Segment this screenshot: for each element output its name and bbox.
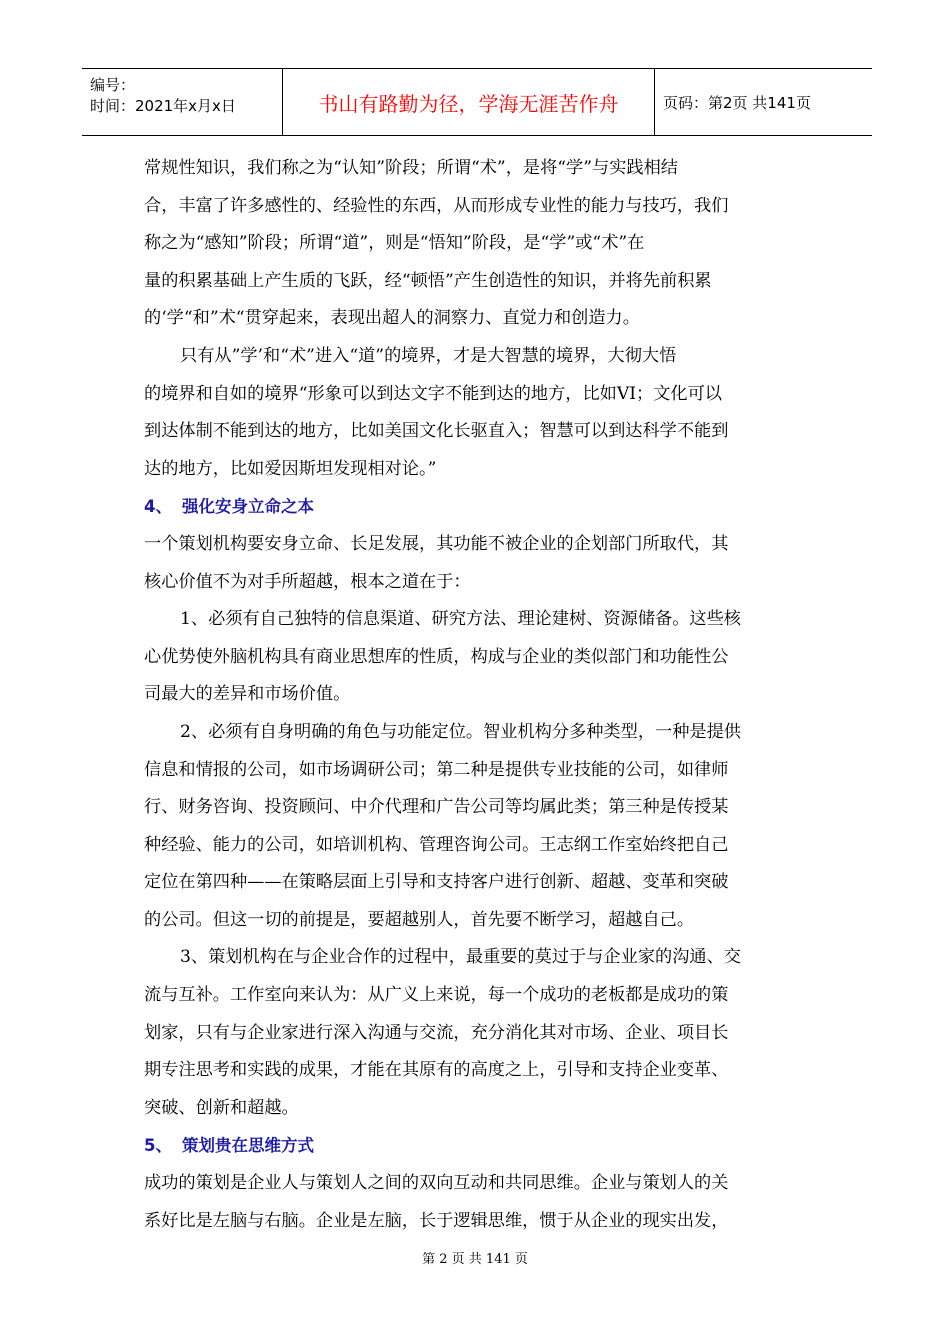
section-title: 策划贵在思维方式 [182, 1136, 314, 1156]
section-heading [144, 1127, 808, 1165]
body-text-line: 种经验、能力的公司，如培训机构、管理咨询公司。王志纲工作室始终把自己 [144, 834, 729, 855]
body-text-line: 量的积累基础上产生质的飞跃，经“顿悟”产生创造性的知识，并将先前积累 [144, 270, 712, 291]
body-text-line: 的公司。但这一切的前提是，要超越别人，首先要不断学习，超越自己。 [144, 909, 695, 930]
body-text-line: 到达体制不能到达的地方，比如美国文化长驱直入；智慧可以到达科学不能到 [144, 421, 729, 442]
body-text-line: 常规性知识，我们称之为“认知”阶段；所谓“术”，是将“学”与实践相结 [144, 158, 678, 178]
body-text-line: 期专注思考和实践的成果，才能在其原有的高度之上，引导和支持企业变革、 [144, 1060, 729, 1081]
body-text-line: 2、必须有自身明确的角色与功能定位。智业机构分多种类型，一种是提供 [180, 721, 741, 742]
time-label: 时间：2021年x月x日 [90, 97, 236, 115]
section-heading [144, 488, 808, 526]
header-meta [82, 69, 282, 135]
body-text-line: 称之为“感知”阶段；所谓“道”，则是“悟知”阶段，是“学”或“术”在 [144, 233, 645, 254]
header-page-info: 页码：第2页 共141页 [663, 93, 811, 112]
body-text-line: 的‘学“和”术“贯穿起来，表现出超人的洞察力、直觉力和创造力。 [144, 308, 640, 329]
section-number: 5、 [144, 1136, 172, 1156]
body-text-line: 信息和情报的公司，如市场调研公司；第二种是提供专业技能的公司，如律师 [144, 759, 729, 780]
body-text-line: 核心价值不为对手所超越，根本之道在于： [144, 571, 471, 592]
body-text-line: 行、财务咨询、投资顾问、中介代理和广告公司等均属此类；第三种是传授某 [144, 797, 729, 818]
body-text-line: 达的地方，比如爱因斯坦发现相对论。” [144, 458, 437, 479]
body-text-line: 划家，只有与企业家进行深入沟通与交流，充分消化其对市场、企业、项目长 [144, 1022, 729, 1043]
body-text-line: 司最大的差异和市场价值。 [144, 684, 351, 705]
body-text-line: 一个策划机构要安身立命、长足发展，其功能不被企业的企划部门所取代，其 [144, 533, 729, 554]
body-text-line: 系好比是左脑与右脑。企业是左脑，长于逻辑思维，惯于从企业的现实出发， [144, 1210, 729, 1231]
section-number: 4、 [144, 497, 172, 517]
body-text-line: 3、策划机构在与企业合作的过程中，最重要的莫过于与企业家的沟通、交 [180, 947, 741, 968]
body-text-line: 成功的策划是企业人与策划人之间的双向互动和共同思维。企业与策划人的关 [144, 1173, 729, 1194]
body-text-line: 突破、创新和超越。 [144, 1097, 299, 1118]
section-title: 强化安身立命之本 [182, 497, 314, 517]
body-text-line: 1、必须有自己独特的信息渠道、研究方法、理论建树、资源储备。这些核 [180, 609, 741, 630]
body-text-line: 合，丰富了许多感性的、经验性的东西，从而形成专业性的能力与技巧，我们 [144, 195, 729, 216]
body-text-line: 心优势使外脑机构具有商业思想库的性质，构成与企业的类似部门和功能性公 [144, 646, 729, 667]
header-motto: 书山有路勤为径，学海无涯苦作舟 [282, 69, 655, 135]
body-text-line: 的境界和自如的境界“形象可以到达文字不能到达的地方，比如VI；文化可以 [144, 383, 722, 404]
body-text-line: 只有从”学’和“术”进入“道”的境界，才是大智慧的境界，大彻大悟 [180, 345, 677, 366]
document-body [144, 150, 808, 1240]
body-text-line: 定位在第四种——在策略层面上引导和支持客户进行创新、超越、变革和突破 [144, 872, 729, 893]
body-text-line: 流与互补。工作室向来认为：从广义上来说，每一个成功的老板都是成功的策 [144, 985, 729, 1006]
number-label: 编号： [90, 76, 136, 94]
page-header [82, 68, 872, 136]
page-footer: 第 2 页 共 141 页 [422, 1252, 528, 1267]
